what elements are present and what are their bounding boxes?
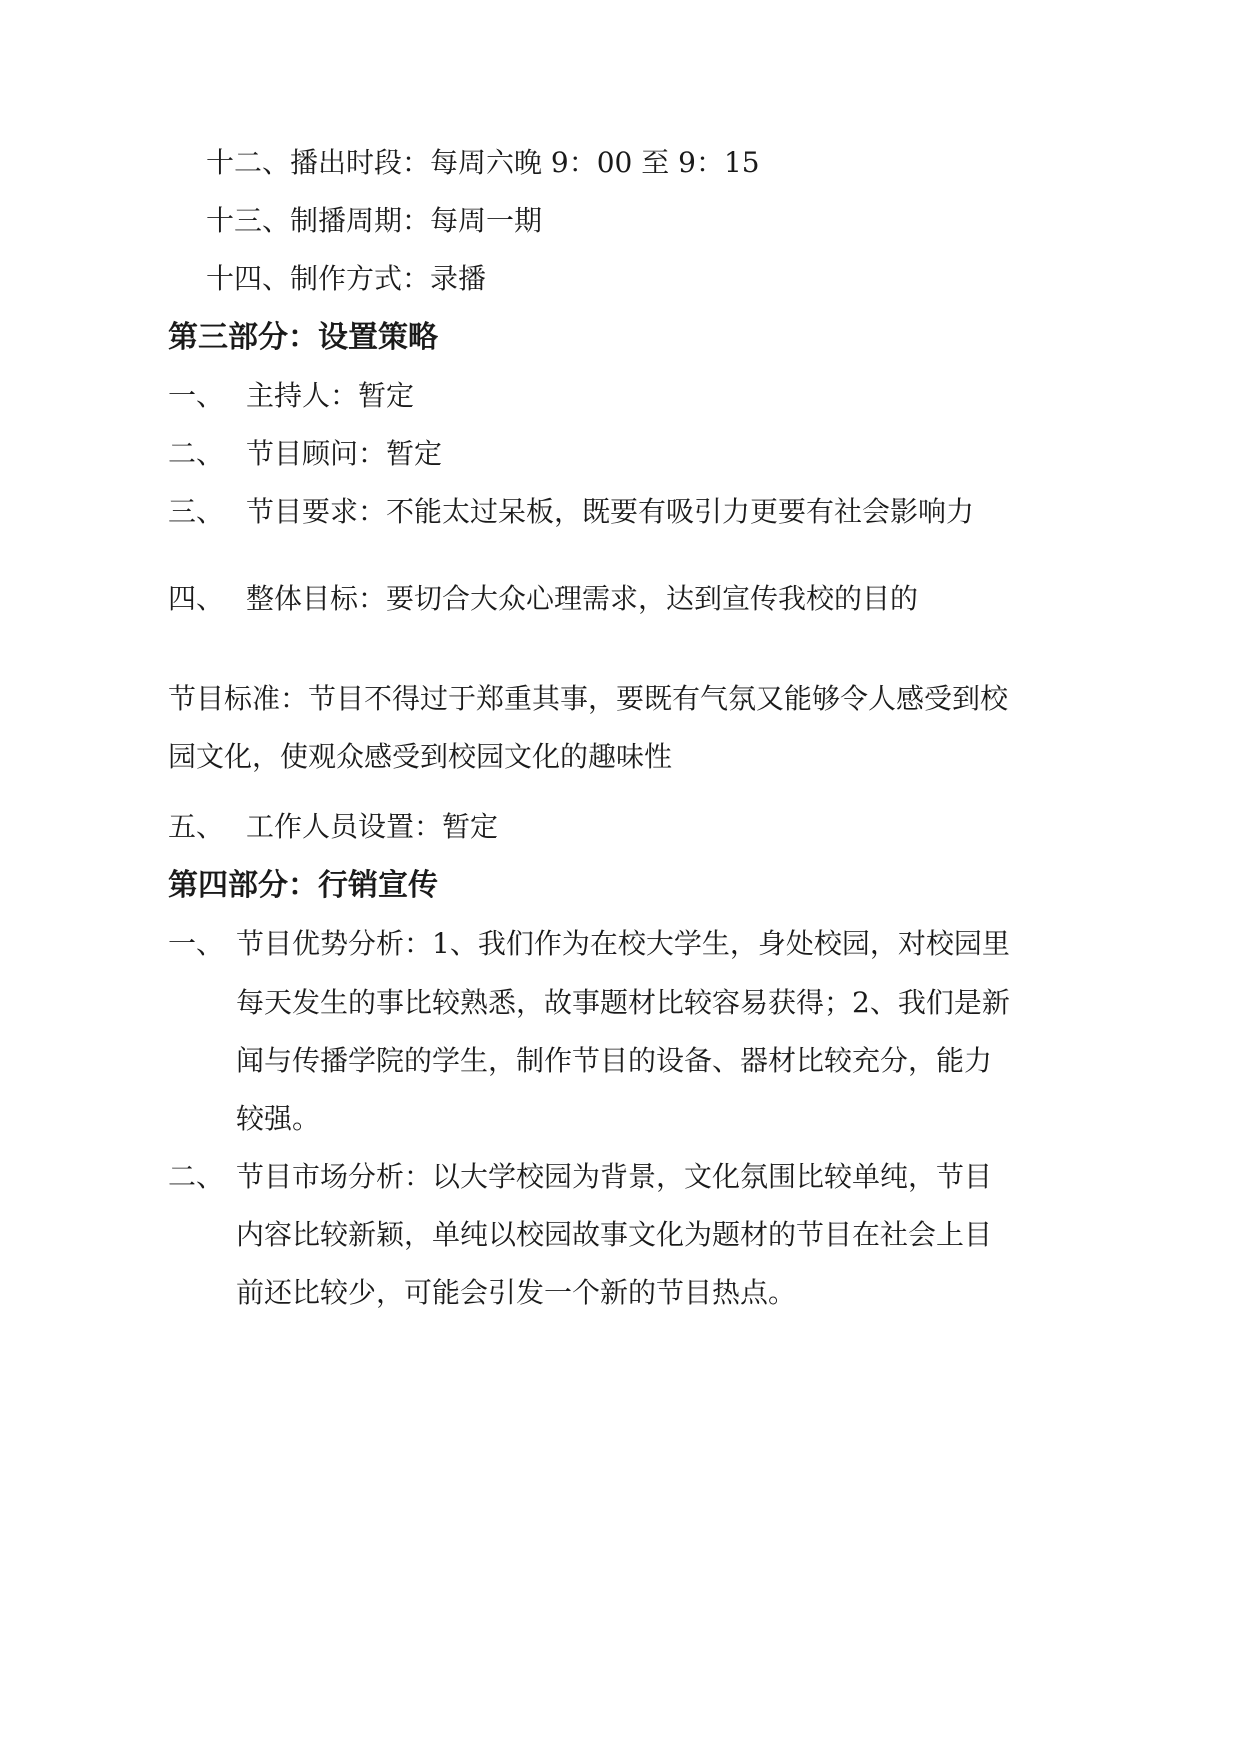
- section-4-item-1-line-3: 闻与传播学院的学生，制作节目的设备、器材比较充分，能力: [236, 1044, 993, 1077]
- item-14-production-mode: 十四、制作方式：录播: [206, 262, 487, 295]
- section-3-item-2-number: 二、: [168, 437, 225, 470]
- item-13-broadcast-cycle: 十三、制播周期：每周一期: [206, 204, 543, 237]
- section-3-item-4-number: 四、: [168, 582, 225, 615]
- section-4-item-2-number: 二、: [168, 1160, 225, 1193]
- section-4-item-1-number: 一、: [168, 927, 225, 960]
- section-3-item-1-text: 主持人：暂定: [246, 379, 415, 412]
- section-3-item-3-text: 节目要求：不能太过呆板，既要有吸引力更要有社会影响力: [246, 495, 975, 528]
- section-4-heading: 第四部分：行销宣传: [168, 868, 438, 903]
- section-4-item-2-line-3: 前还比较少，可能会引发一个新的节目热点。: [236, 1276, 797, 1309]
- program-standard-line-2: 园文化，使观众感受到校园文化的趣味性: [168, 740, 673, 773]
- section-3-heading: 第三部分：设置策略: [168, 320, 438, 355]
- item-12-broadcast-time: 十二、播出时段：每周六晚 9：00 至 9：15: [206, 146, 760, 179]
- section-3-item-2-text: 节目顾问：暂定: [246, 437, 443, 470]
- section-3-item-5-text: 工作人员设置：暂定: [246, 810, 499, 843]
- section-3-item-1-number: 一、: [168, 379, 225, 412]
- section-3-item-5-number: 五、: [168, 810, 225, 843]
- section-4-item-2-line-1: 节目市场分析：以大学校园为背景，文化氛围比较单纯，节目: [236, 1160, 993, 1193]
- section-4-item-1-line-1: 节目优势分析：1、我们作为在校大学生，身处校园，对校园里: [236, 927, 1010, 960]
- section-4-item-1-line-4: 较强。: [236, 1102, 321, 1135]
- section-4-item-2-line-2: 内容比较新颖，单纯以校园故事文化为题材的节目在社会上目: [236, 1218, 993, 1251]
- section-3-item-4-text: 整体目标：要切合大众心理需求，达到宣传我校的目的: [246, 582, 919, 615]
- program-standard-line-1: 节目标准：节目不得过于郑重其事，要既有气氛又能够令人感受到校: [168, 682, 1009, 715]
- section-3-item-3-number: 三、: [168, 495, 225, 528]
- section-4-item-1-line-2: 每天发生的事比较熟悉，故事题材比较容易获得；2、我们是新: [236, 986, 1010, 1019]
